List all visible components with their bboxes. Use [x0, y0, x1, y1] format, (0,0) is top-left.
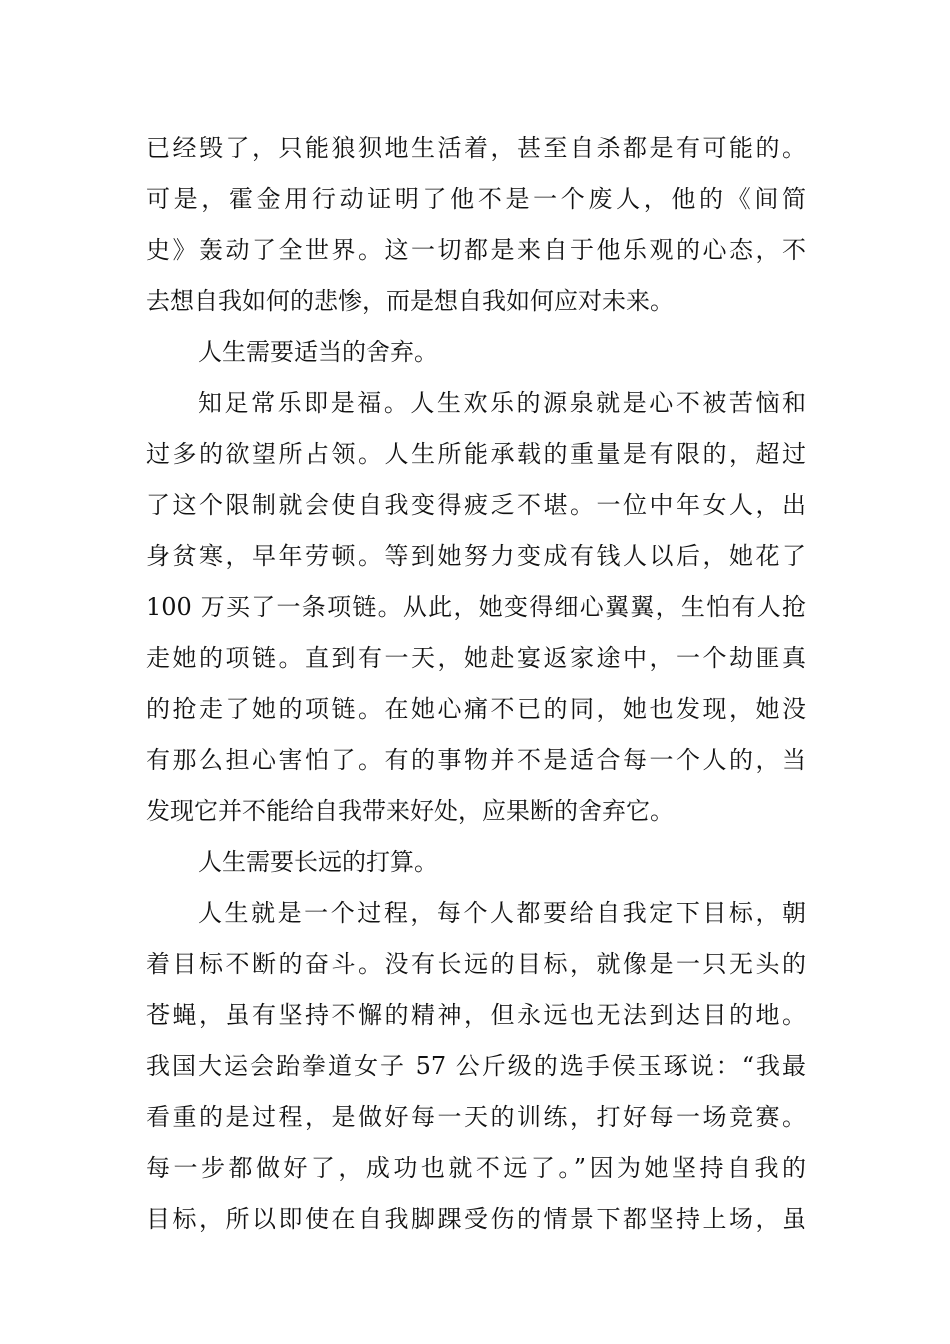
text-line: 目标，所以即使在自我脚踝受伤的情景下都坚持上场，虽	[146, 1205, 806, 1233]
section-heading	[146, 837, 806, 888]
text-line: 发现它并不能给自我带来好处，应果断的舍弃它。	[146, 797, 674, 825]
text-line: 过多的欲望所占领。人生所能承载的重量是有限的，超过	[146, 440, 806, 468]
text-line: 着目标不断的奋斗。没有长远的目标，就像是一只无头的	[146, 950, 806, 978]
text-line: 身贫寒，早年劳顿。等到她努力变成有钱人以后，她花了	[146, 542, 806, 570]
text-line: 有那么担心害怕了。有的事物并不是适合每一个人的，当	[146, 746, 806, 774]
heading-line: 人生需要适当的舍弃。	[198, 338, 438, 366]
paragraph	[146, 888, 806, 1245]
heading-line: 人生需要长远的打算。	[198, 848, 438, 876]
document-body	[146, 123, 806, 1245]
text-line: 我国大运会跆拳道女子 57 公斤级的选手侯玉琢说：“我最	[146, 1052, 806, 1080]
text-line: 可是，霍金用行动证明了他不是一个废人，他的《间简	[146, 185, 806, 213]
paragraph	[146, 378, 806, 837]
text-line: 苍蝇，虽有坚持不懈的精神，但永远也无法到达目的地。	[146, 1001, 806, 1029]
text-line: 看重的是过程，是做好每一天的训练，打好每一场竞赛。	[146, 1103, 806, 1131]
text-line: 知足常乐即是福。人生欢乐的源泉就是心不被苦恼和	[198, 389, 806, 417]
text-line: 去想自我如何的悲惨，而是想自我如何应对未来。	[146, 287, 674, 315]
text-line: 的抢走了她的项链。在她心痛不已的同，她也发现，她没	[146, 695, 806, 723]
text-line: 已经毁了，只能狼狈地生活着，甚至自杀都是有可能的。	[146, 134, 806, 162]
text-line: 了这个限制就会使自我变得疲乏不堪。一位中年女人，出	[146, 491, 806, 519]
section-heading	[146, 327, 806, 378]
text-line: 100 万买了一条项链。从此，她变得细心翼翼，生怕有人抢	[146, 593, 806, 621]
text-line: 人生就是一个过程，每个人都要给自我定下目标，朝	[198, 899, 806, 927]
paragraph	[146, 123, 806, 327]
text-line: 走她的项链。直到有一天，她赴宴返家途中，一个劫匪真	[146, 644, 806, 672]
text-line: 史》轰动了全世界。这一切都是来自于他乐观的心态，不	[146, 236, 806, 264]
text-line: 每一步都做好了，成功也就不远了。”因为她坚持自我的	[146, 1154, 806, 1182]
